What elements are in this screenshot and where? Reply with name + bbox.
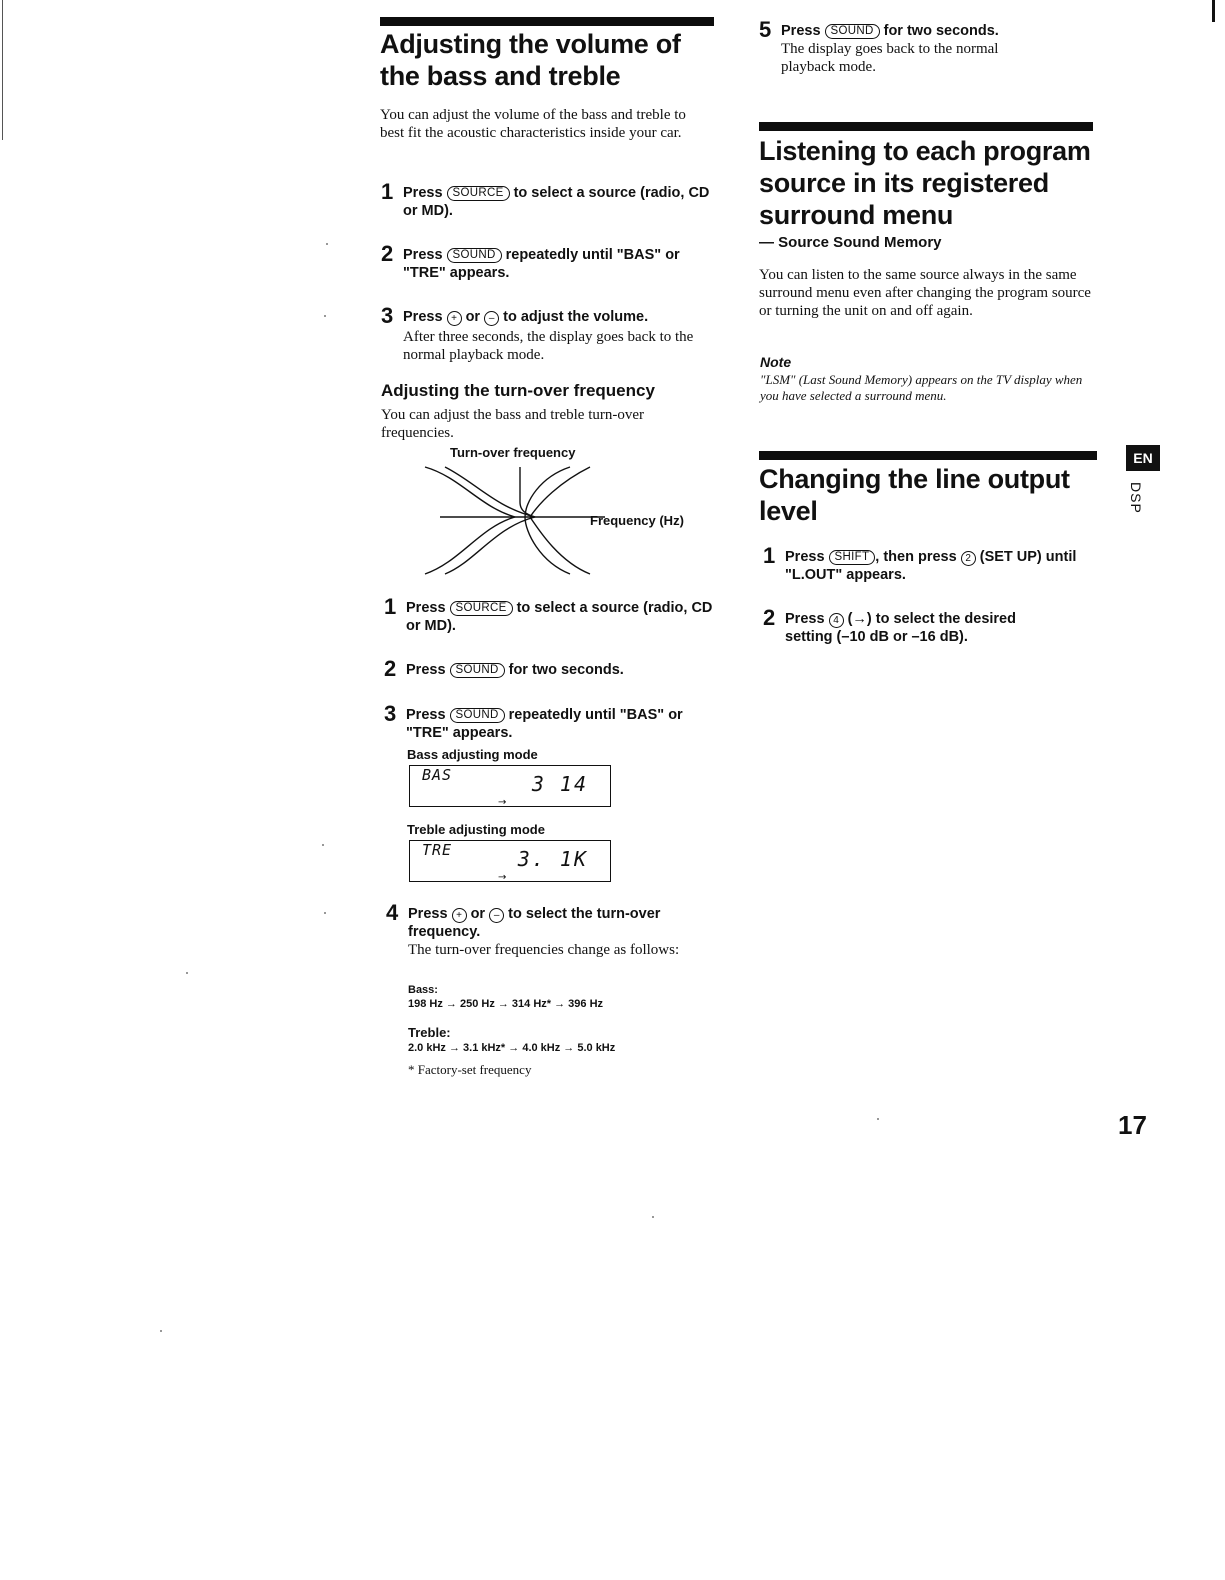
step-description: After three seconds, the display goes back to the normal playback mode. [403, 329, 694, 363]
plus-key-icon: + [447, 311, 462, 326]
section-rule [759, 122, 1093, 131]
page-number: 17 [1118, 1110, 1147, 1140]
section-intro: You can adjust the volume of the bass and treble to best fit the acoustic characteristics inside your car. [380, 107, 686, 141]
plus-key-icon: + [452, 908, 467, 923]
number-2-key-icon: 2 [961, 551, 976, 566]
frequency-axis-label: Frequency (Hz) [590, 513, 684, 528]
scan-speck [877, 1118, 879, 1120]
section-heading-line-output: Changing the line output level [759, 464, 1070, 526]
scan-speck [160, 1330, 162, 1332]
section-side-label: DSP [1128, 482, 1144, 514]
lcd-line2: 3. 1K [517, 847, 588, 871]
step-number: 2 [763, 605, 776, 630]
treble-label: Treble: [408, 1025, 451, 1040]
scan-speck [186, 972, 188, 974]
step-number: 1 [763, 543, 776, 568]
source-key-icon: SOURCE [450, 601, 513, 616]
section-rule [380, 17, 714, 26]
scan-speck [324, 315, 326, 317]
footnote: * Factory-set frequency [408, 1062, 532, 1077]
treble-mode-label: Treble adjusting mode [407, 822, 545, 837]
note-title: Note [760, 354, 792, 370]
edge-mark [2, 0, 3, 140]
subsection-heading-turnover: Adjusting the turn-over frequency [381, 381, 655, 400]
section-heading-bass-treble: Adjusting the volume of the bass and treble [380, 29, 681, 91]
section-intro: You can listen to the same source always in the same surround menu even after changing the program source or turning the unit on and off again. [759, 267, 1091, 319]
step-number: 2 [381, 241, 394, 266]
figure-title: Turn-over frequency [450, 445, 576, 460]
minus-key-icon: – [484, 311, 499, 326]
step-description: The turn-over frequencies change as follows: [408, 942, 680, 958]
lcd-line1: BAS [422, 766, 453, 784]
minus-key-icon: – [489, 908, 504, 923]
arrow-icon: → [498, 872, 507, 883]
bass-frequency-sequence: 198 Hz → 250 Hz → 314 Hz* → 396 Hz [408, 998, 604, 1010]
step-number: 3 [384, 701, 397, 726]
treble-frequency-sequence: 2.0 kHz → 3.1 kHz* → 4.0 kHz → 5.0 kHz [408, 1042, 616, 1054]
bass-mode-label: Bass adjusting mode [407, 747, 538, 762]
sound-key-icon: SOUND [450, 708, 505, 723]
treble-lcd-display [409, 840, 611, 882]
step-number: 2 [384, 656, 397, 681]
number-4-key-icon: 4 [829, 613, 844, 628]
section-rule [759, 451, 1097, 460]
bass-label: Bass: [408, 984, 438, 996]
sound-key-icon: SOUND [825, 24, 880, 39]
sound-key-icon: SOUND [450, 663, 505, 678]
subsection-intro: You can adjust the bass and treble turn-over frequencies. [381, 407, 644, 441]
step-number: 1 [384, 594, 397, 619]
step-number: 5 [759, 17, 772, 42]
note-text: "LSM" (Last Sound Memory) appears on the TV display when you have selected a surround menu. [760, 372, 1083, 403]
scan-speck [324, 912, 326, 914]
language-badge: EN [1126, 445, 1160, 471]
source-key-icon: SOURCE [447, 186, 510, 201]
step-number: 4 [386, 900, 399, 925]
lcd-line1: TRE [422, 841, 453, 859]
bass-lcd-display [409, 765, 611, 807]
sound-key-icon: SOUND [447, 248, 502, 263]
step-number: 1 [381, 179, 394, 204]
section-heading-source-sound-memory: Listening to each program source in its registered surround menu [759, 136, 1091, 230]
scan-speck [322, 844, 324, 846]
step-number: 3 [381, 303, 394, 328]
scan-speck [652, 1216, 654, 1218]
step-description: The display goes back to the normal playback mode. [781, 41, 999, 75]
shift-key-icon: SHIFT [829, 550, 876, 565]
lcd-line2: 3 14 [531, 772, 588, 796]
edge-mark [1212, 0, 1215, 22]
arrow-icon: → [498, 797, 507, 808]
section-subheading: — Source Sound Memory [759, 234, 942, 251]
scan-speck [326, 243, 328, 245]
